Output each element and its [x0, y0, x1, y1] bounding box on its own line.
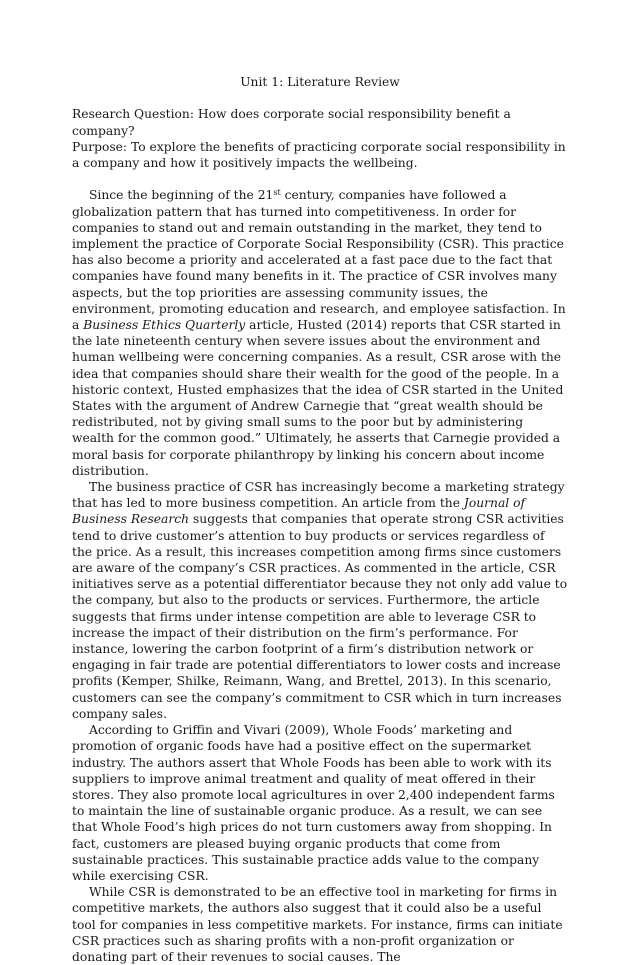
paragraph-1-part-c: article, Husted (2014) reports that CSR started in the late nineteenth century when severe issues about the environment and human wellbeing were concerning companies. As a result, CSR arose with the idea that companies should share their wealth for the good of the people. In a historic context, Husted emphasizes that the idea of CSR started in the United States with the argument of Andrew Carnegie that “great wealth should be redistributed, not by giving small sums to the poor but by administering wealth for the common good.” Ultimately, he asserts that Carnegie provided a moral basis for corporate philanthropy by linking his concern about income distribution. — [72, 318, 564, 478]
paragraph-3: According to Griffin and Vivari (2009), Whole Foods’ marketing and promotion of organic foods have had a positive effect on the supermarket industry. The authors assert that Whole Foods has been able to work with its suppliers to improve animal treatment and quality of meat offered in their stores. They also promote local agricultures in over 2,400 independent farms to maintain the line of sustainable organic produce. As a result, we can see that Whole Food’s high prices do not turn customers away from shopping. In fact, customers are pleased buying organic products that come from sustainable practices. This sustainable practice adds value to the company while exercising CSR. — [72, 723, 555, 883]
paragraph-1-part-b: century, companies have followed a globalization pattern that has turned into competitiveness. In order for companies to stand out and remain outstanding in the market, they tend to implement the practice of Corporate Social Responsibility (CSR). This practice has also become a priority and accelerated at a fast pace due to the fact that companies have found many benefits in it. The practice of CSR involves many aspects, but the top priorities are assessing community issues, the environment, promoting education and research, and employee satisfaction. In a — [72, 188, 566, 333]
research-question: Research Question: How does corporate social responsibility benefit a company? — [72, 107, 511, 138]
paragraph-2 — [72, 479, 568, 722]
paragraph-1-part-a: Since the beginning of the 21 — [89, 188, 274, 203]
paragraph-2-part-a: The business practice of CSR has increasingly become a marketing strategy that has led to more business competition. An article from the — [72, 480, 565, 511]
paragraph-2-part-b: suggests that companies that operate strong CSR activities tend to drive customer’s attention to buy products or services regardless of the price. As a result, this increases competition among firms since customers are aware of the company’s CSR practices. As commented in the article, CSR initiatives serve as a potential differentiator because they not only add value to the company, but also to the products or services. Furthermore, the article suggests that firms under intense competition are able to leverage CSR to increase the impact of their distribution on the firm’s performance. For instance, lowering the carbon footprint of a firm’s distribution network or engaging in fair trade are potential differentiators to lower costs and increase profits (Kemper, Shilke, Reimann, Wang, and Brettel, 2013). In this scenario, customers can see the company’s commitment to CSR which in turn increases company sales. — [72, 512, 568, 721]
journal-title-business-ethics-quarterly: Business Ethics Quarterly — [83, 318, 246, 333]
purpose-statement: Purpose: To explore the benefits of practicing corporate social responsibility in a company and how it positively impacts the wellbeing. — [72, 139, 566, 170]
journal-title-journal-of-business-research: Journal of Business Research — [72, 496, 526, 527]
document-body — [72, 74, 568, 965]
superscript-st: st — [273, 188, 281, 198]
page-title: Unit 1: Literature Review — [240, 75, 400, 89]
paragraph-1 — [72, 187, 568, 479]
blank-line — [72, 171, 568, 187]
paragraph-4: While CSR is demonstrated to be an effective tool in marketing for firms in competitive markets, the authors also suggest that it could also be a useful tool for companies in less competitive markets. For instance, firms can initiate CSR practices such as sharing profits with a non-profit organization or donating part of their revenues to social causes. The — [72, 885, 563, 964]
